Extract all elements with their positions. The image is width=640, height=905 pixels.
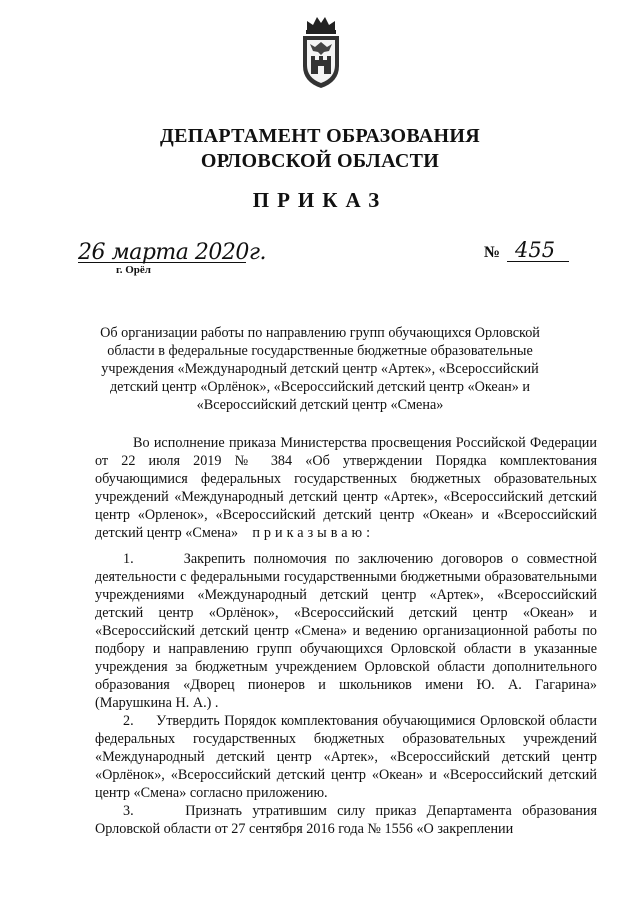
item-text: Утвердить Порядок комплектования обучающимися Орловской области федеральных государственных бюджетных образовательных учреждений «Международный детский центр «Артек», «Всероссийский детский центр «Орлёнок», «Всероссийский детский центр «Океан» и «Всероссийский детский центр «Смена» согласно приложению.	[95, 713, 597, 801]
intro-paragraph	[95, 434, 597, 542]
item-number: 3.	[123, 803, 134, 819]
order-item	[95, 550, 597, 712]
item-text: Признать утратившим силу приказ Департамента образования Орловской области от 27 сентября 2016 года № 1556 «О закреплении	[95, 803, 598, 837]
order-item	[95, 802, 597, 838]
handwritten-date: 26 марта 2020г.	[78, 240, 266, 265]
order-items	[95, 550, 597, 838]
coat-of-arms-icon	[298, 14, 344, 90]
date-underline	[78, 262, 246, 263]
department-name-line2: ОРЛОВСКОЙ ОБЛАСТИ	[200, 150, 440, 172]
city-label: г. Орёл	[116, 264, 151, 276]
department-name-line1: ДЕПАРТАМЕНТ ОБРАЗОВАНИЯ	[160, 125, 480, 147]
document-type-title: ПРИКАЗ	[252, 188, 388, 212]
order-number-underline	[507, 261, 569, 262]
item-number: 1.	[123, 551, 134, 567]
item-number: 2.	[123, 713, 134, 729]
order-item	[95, 712, 597, 802]
order-number-label: №	[484, 244, 501, 261]
intro-command: приказываю:	[252, 525, 375, 541]
intro-text: Во исполнение приказа Министерства просвещения Российской Федерации от 22 июля 2019 № 384 «Об утверждении Порядка комплектования обучающимися федеральных государственных бюджетных образовательных учреждений «Международный детский центр «Артек», «Всероссийский детский центр «Орленок», «Всероссийский детский центр «Океан» и «Всероссийский детский центр «Смена»	[95, 435, 597, 541]
order-subject: Об организации работы по направлению групп обучающихся Орловской области в федеральные государственные бюджетные образовательные учреждения «Международный детский центр «Артек», «Всероссийский детский центр «Орлёнок», «Всероссийский детский центр «Океан» и «Всероссийский детский центр «Смена»	[100, 325, 540, 413]
handwritten-order-number: 455	[515, 238, 556, 262]
item-text: Закрепить полномочия по заключению договоров о совместной деятельности с федеральными государственными бюджетными образовательными учреждениями «Международный детский центр «Артек», «Всероссийский детский центр «Орлёнок», «Всероссийский детский центр «Океан» и «Всероссийский детский центр «Смена» и ведению организационной работы по подбору и направлению групп обучающихся Орловской области в указанные учреждения за бюджетным учреждением Орловской области дополнительного образования «Дворец пионеров и школьников имени Ю. А. Гагарина» (Марушкина Н. А.) .	[95, 551, 597, 711]
